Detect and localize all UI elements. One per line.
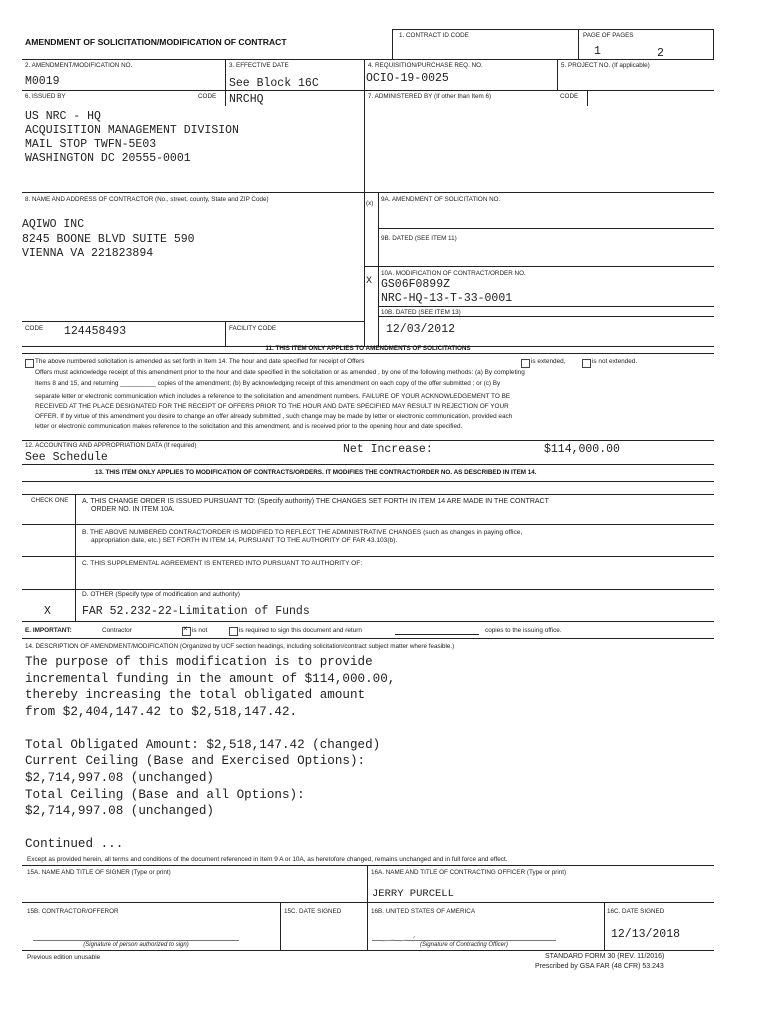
- dated-10b: 12/03/2012: [386, 323, 456, 336]
- description-line: The purpose of this modification is to provide: [25, 655, 373, 669]
- description-label: 14. DESCRIPTION OF AMENDMENT/MODIFICATION (Organized by UCF section headings, including solicitation/contract subject matter where feasible.): [25, 643, 455, 650]
- administered-code-label: CODE: [560, 93, 579, 100]
- item11-line6: OFFER. If by virtue of this amendment you desire to change an offer already submitted , such change may be made by letter or electronic communication, provided each: [35, 413, 513, 420]
- item11-line1: The above numbered solicitation is amended as set forth in Item 14. The hour and date specified for receipt of Offers: [35, 358, 365, 365]
- item13-a-line1: A. THIS CHANGE ORDER IS ISSUED PURSUANT TO: (Specify authority) THE CHANGES SET FORTH IN ITEM 14 ARE MADE IN THE CONTRACT: [82, 498, 549, 505]
- dated-9b-label: 9B. DATED (SEE ITEM 11): [381, 235, 457, 242]
- modification-no-2: NRC-HQ-13-T-33-0001: [381, 292, 513, 305]
- contractor-label: 8. NAME AND ADDRESS OF CONTRACTOR (No., street, county, State and ZIP Code): [25, 196, 269, 203]
- description-line: Continued ...: [25, 837, 124, 851]
- not-extended-label: is not extended.: [592, 358, 638, 365]
- form-number: STANDARD FORM 30 (REV. 11/2016): [545, 953, 665, 960]
- modification-label: 10A. MODIFICATION OF CONTRACT/ORDER NO.: [381, 270, 526, 277]
- page-of-pages-label: PAGE OF PAGES: [583, 32, 634, 39]
- item13-d-x-mark: X: [44, 605, 51, 618]
- project-no-label: 5. PROJECT NO. (If applicable): [561, 62, 650, 69]
- issued-code-label: CODE: [198, 93, 217, 100]
- is-not-x-mark: ×: [183, 624, 188, 633]
- description-line: Total Obligated Amount: $2,518,147.42 (changed): [25, 738, 381, 752]
- not-extended-checkbox[interactable]: [582, 359, 591, 368]
- contractor-line: 8245 BOONE BLVD SUITE 590: [22, 233, 195, 246]
- issuer-line: MAIL STOP TWFN-5E03: [25, 138, 157, 151]
- issued-by-label: 6. ISSUED BY: [25, 93, 66, 100]
- date-signed-15c-label: 15C. DATE SIGNED: [284, 908, 342, 915]
- description-line: incremental funding in the amount of $114,000.00,: [25, 672, 396, 686]
- issuer-line: US NRC - HQ: [25, 110, 101, 123]
- signature-person-caption: (Signature of person authorized to sign): [83, 942, 189, 948]
- contracting-officer-name: JERRY PURCELL: [372, 888, 454, 900]
- requisition-label: 4. REQUISITION/PURCHASE REQ. NO.: [368, 62, 483, 69]
- accounting-value: See Schedule: [25, 451, 108, 464]
- description-line: from $2,404,147.42 to $2,518,147.42.: [25, 705, 298, 719]
- contractor-line: VIENNA VA 221823894: [22, 247, 154, 260]
- total-pages: 2: [657, 47, 664, 60]
- issuer-line: ACQUISITION MANAGEMENT DIVISION: [25, 124, 239, 137]
- united-states-label: 16B. UNITED STATES OF AMERICA: [371, 908, 476, 915]
- prescribed-by: Prescribed by GSA FAR (48 CFR) 53.243: [535, 963, 664, 970]
- accounting-label: 12. ACCOUNTING AND APPROPRIATION DATA (If required): [25, 442, 197, 449]
- net-increase-value: $114,000.00: [544, 443, 620, 456]
- effective-date: See Block 16C: [229, 77, 319, 90]
- net-increase-label: Net Increase:: [343, 443, 433, 456]
- signer-name-label: 15A. NAME AND TITLE OF SIGNER (Type or print): [27, 869, 171, 876]
- item13-b-line2: appropriation date, etc.) SET FORTH IN ITEM 14, PURSUANT TO THE AUTHORITY OF FAR 43.103(b).: [91, 537, 398, 544]
- item13-a-line2: ORDER NO. IN ITEM 10A.: [91, 506, 175, 513]
- item11-line7: letter or electronic communication makes reference to the solicitation and this amendment, and is received prior to the opening hour and date specified.: [35, 423, 463, 430]
- amendment-no-label: 2. AMENDMENT/MODIFICATION NO.: [25, 62, 133, 69]
- item13-b-line1: B. THE ABOVE NUMBERED CONTRACT/ORDER IS MODIFIED TO REFLECT THE ADMINISTRATIVE CHANGES (such as changes in paying office,: [82, 529, 523, 536]
- check-one-label: CHECK ONE: [31, 497, 69, 504]
- contractor-code: 124458493: [64, 325, 127, 338]
- modification-no-1: GS06F0899Z: [381, 278, 451, 291]
- x-column-label: (x): [366, 200, 374, 207]
- signature-officer-caption: (Signature of Contracting Officer): [419, 942, 509, 948]
- contract-id-label: 1. CONTRACT ID CODE: [399, 32, 469, 39]
- officer-signature-mark: [380, 930, 440, 938]
- item13-d-value: FAR 52.232-22-Limitation of Funds: [82, 605, 310, 618]
- modification-x-mark: X: [366, 276, 373, 287]
- requisition-no: OCIO-19-0025: [366, 72, 449, 85]
- extended-checkbox[interactable]: [521, 359, 530, 368]
- contractor-line: AQIWO INC: [22, 218, 85, 231]
- date-signed-16c: 12/13/2018: [611, 928, 681, 941]
- is-required-label: is required to sign this document and return: [239, 627, 362, 634]
- previous-edition-note: Previous edition unusable: [27, 954, 101, 961]
- description-line: $2,714,997.08 (unchanged): [25, 804, 214, 818]
- amend-solicitation-label: 9A. AMENDMENT OF SOLICITATION NO.: [381, 196, 501, 203]
- extended-label: is extended,: [531, 358, 566, 365]
- item11-line3: Items 8 and 15, and returning __________ copies of the amendment; (b) By acknowledging receipt of this amendment on each copy of the offer submitted ; or (c) By: [35, 380, 501, 387]
- issued-code: NRCHQ: [229, 93, 264, 106]
- item11-checkbox[interactable]: [25, 359, 34, 368]
- description-line: Current Ceiling (Base and Exercised Options):: [25, 754, 366, 768]
- copies-label: copies to the issuing office.: [485, 627, 562, 634]
- important-contractor: Contractor: [102, 627, 132, 634]
- except-provided-text: Except as provided herein, all terms and conditions of the document referenced in Item 9 A or 10A, as heretofore changed, remains unchanged and in full force and effect.: [27, 856, 508, 863]
- date-signed-16c-label: 16C. DATE SIGNED: [607, 908, 665, 915]
- description-line: $2,714,997.08 (unchanged): [25, 771, 214, 785]
- item11-line5: RECEIVED AT THE PLACE DESIGNATED FOR THE RECEIPT OF OFFERS PRIOR TO THE HOUR AND DATE SPECIFIED MAY RESULT IN REJECTION OF YOUR: [35, 403, 509, 410]
- description-line: Total Ceiling (Base and all Options):: [25, 788, 305, 802]
- copies-blank: [395, 634, 479, 635]
- description-line: thereby increasing the total obligated amount: [25, 688, 366, 702]
- effective-date-label: 3. EFFECTIVE DATE: [229, 62, 289, 69]
- contracting-officer-label: 16A. NAME AND TITLE OF CONTRACTING OFFICER (Type or print): [371, 869, 567, 876]
- administered-by-label: 7. ADMINISTERED BY (If other than Item 6): [368, 93, 492, 100]
- is-required-checkbox[interactable]: [229, 627, 238, 636]
- facility-code-label: FACILITY CODE: [229, 325, 277, 332]
- item13-c-line: C. THIS SUPPLEMENTAL AGREEMENT IS ENTERED INTO PURSUANT TO AUTHORITY OF:: [82, 560, 363, 567]
- is-not-label: is not: [192, 627, 208, 634]
- amendment-no: M0019: [25, 75, 60, 88]
- form-title: AMENDMENT OF SOLICITATION/MODIFICATION OF CONTRACT: [25, 37, 287, 47]
- item11-title: 11. THIS ITEM ONLY APPLIES TO AMENDMENTS OF SOLICITATIONS: [265, 345, 471, 352]
- page-number: 1: [594, 45, 601, 58]
- important-label: E. IMPORTANT:: [25, 627, 72, 634]
- item13-d-line: D. OTHER (Specify type of modification and authority): [82, 591, 240, 598]
- issuer-line: WASHINGTON DC 20555-0001: [25, 152, 191, 165]
- item13-title: 13. THIS ITEM ONLY APPLIES TO MODIFICATION OF CONTRACTS/ORDERS. IT MODIFIES THE CONTRACT/ORDER NO. AS DESCRIBED IN ITEM 14.: [95, 469, 537, 476]
- contractor-offeror-label: 15B. CONTRACTOR/OFFEROR: [27, 908, 119, 915]
- dated-10b-label: 10B. DATED (SEE ITEM 13): [381, 309, 461, 316]
- item11-line4: separate letter or electronic communication which includes a reference to the solicitation and amendment numbers. FAILURE OF YOUR ACKNOWLEDGEMENT TO BE: [35, 393, 511, 400]
- contractor-code-label: CODE: [25, 325, 44, 332]
- item11-line2: Offers must acknowledge receipt of this amendment prior to the hour and date specified in the solicitation or as amended , by one of the following methods: (a) By completing: [35, 369, 525, 376]
